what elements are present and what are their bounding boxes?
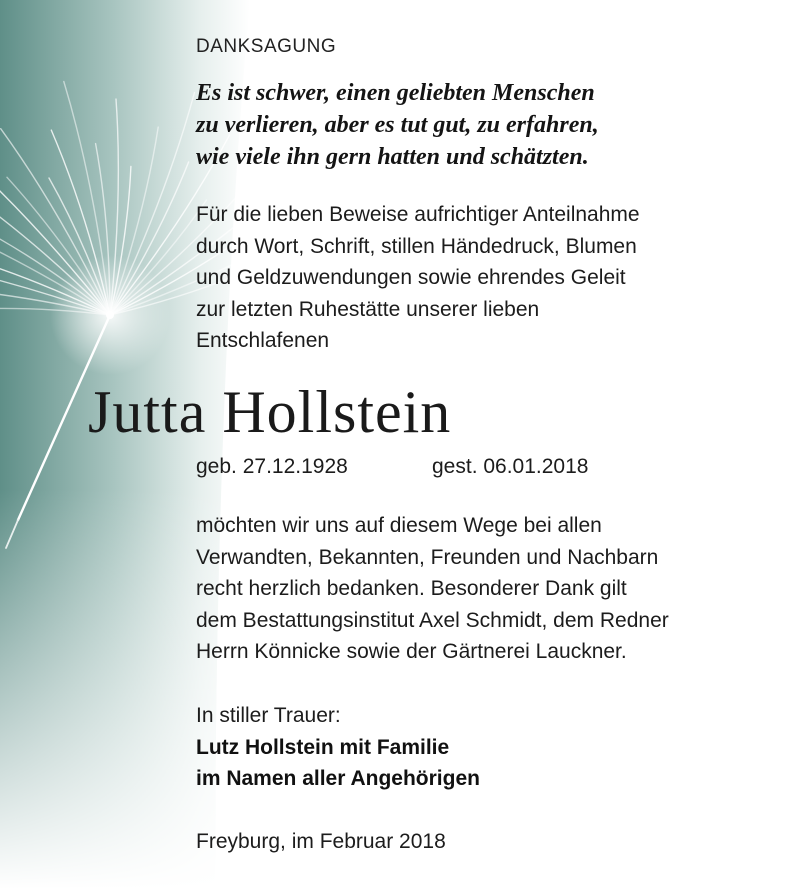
thanks-line: Verwandten, Bekannten, Freunden und Nachbarn — [196, 546, 659, 569]
signer-line: Lutz Hollstein mit Familie — [196, 736, 450, 759]
thanks-line: dem Bestattungsinstitut Axel Schmidt, dem Redner — [196, 609, 669, 632]
intro-line: zur letzten Ruhestätte unserer lieben — [196, 298, 540, 321]
intro-line: durch Wort, Schrift, stillen Händedruck, Blumen — [196, 235, 637, 258]
intro-line: und Geldzuwendungen sowie ehrendes Geleit — [196, 266, 626, 289]
thanks-line: möchten wir uns auf diesem Wege bei allen — [196, 514, 602, 537]
motto-line: zu verlieren, aber es tut gut, zu erfahren, — [196, 112, 599, 138]
thanks-line: Herrn Könnicke sowie der Gärtnerei Lauckner. — [196, 640, 627, 663]
birth-date: geb. 27.12.1928 — [196, 455, 348, 478]
deceased-name: Jutta Hollstein — [88, 379, 452, 445]
place-date: Freyburg, im Februar 2018 — [196, 830, 446, 853]
motto-line: Es ist schwer, einen geliebten Menschen — [196, 80, 595, 106]
death-date: gest. 06.01.2018 — [432, 455, 589, 478]
motto-line: wie viele ihn gern hatten und schätzten. — [196, 144, 589, 170]
mourning-label: In stiller Trauer: — [196, 704, 341, 727]
signer-line: im Namen aller Angehörigen — [196, 767, 480, 790]
notice-heading: DANKSAGUNG — [196, 36, 337, 57]
intro-line: Für die lieben Beweise aufrichtiger Anteilnahme — [196, 203, 640, 226]
thanks-line: recht herzlich bedanken. Besonderer Dank gilt — [196, 577, 627, 600]
intro-line: Entschlafenen — [196, 329, 330, 352]
